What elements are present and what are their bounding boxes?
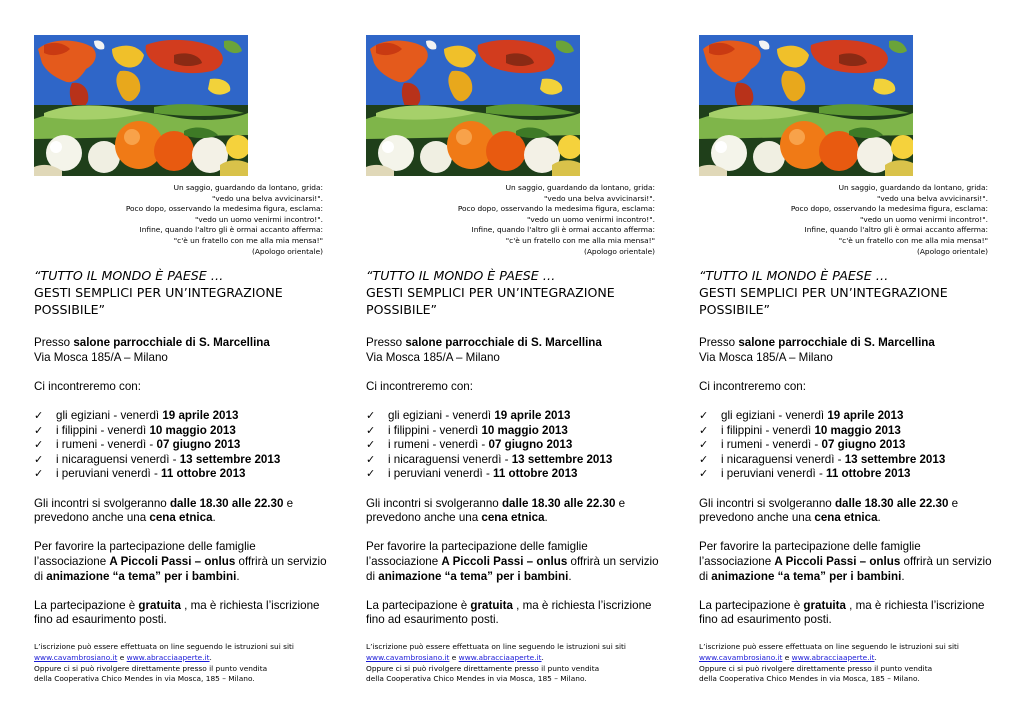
world-map-vegetables-photo [699,35,913,176]
checkmark-icon: ✓ [699,468,709,481]
event-group: i nicaraguensi venerdì - [721,452,845,466]
event-date: 13 settembre 2013 [511,452,613,466]
schedule-text: prevedono anche una [366,511,482,525]
event-group: gli egiziani - venerdì [388,408,495,422]
title-line-1: “TUTTO IL MONDO È PAESE … [366,268,556,283]
participation-line-1 [34,599,334,614]
events-list [366,409,666,482]
footer-line-3: Oppure ci si può rivolgere direttamente presso il punto vendita [699,663,933,673]
participation-text: , ma è richiesta l’iscrizione [180,598,320,612]
footer-line-2 [34,653,334,664]
schedule-line-2 [699,511,999,526]
participation-text: La partecipazione è [34,598,139,612]
participation-line-2: fino ad esaurimento posti. [699,613,832,627]
free-label: gratuita [803,598,846,612]
participation-text: La partecipazione è [699,598,804,612]
footer-line-2 [699,653,999,664]
association-line-1: Per favorire la partecipazione delle famiglie [366,540,588,554]
schedule-text: Gli incontri si svolgeranno [34,496,170,510]
flyer-title [699,267,999,318]
association-line-2 [34,555,334,570]
apologue-line: Infine, quando l'altro gli è ormai accanto afferma: [139,225,323,235]
checkmark-icon: ✓ [366,439,376,452]
kids-entertainment: animazione “a tema” per i bambini [46,569,237,583]
venue-prefix: Presso [34,336,74,349]
free-label: gratuita [470,598,513,612]
flyer-body [699,336,999,628]
event-item [366,467,666,482]
event-date: 07 giugno 2013 [821,438,906,452]
abracciaaperte-link[interactable]: www.abracciaaperte.it [458,652,542,662]
association-line-1: Per favorire la partecipazione delle famiglie [34,540,256,554]
event-date: 11 ottobre 2013 [493,467,578,481]
apologue-line: "vedo una belva avvicinarsi!". [212,193,323,203]
event-date: 13 settembre 2013 [844,452,946,466]
checkmark-icon: ✓ [366,453,376,466]
event-group: i rumeni - venerdì - [721,438,822,452]
registration-footer [699,642,999,685]
association-text: l’associazione [34,554,110,568]
kids-entertainment: animazione “a tema” per i bambini [378,569,569,583]
flyer-panel-1 [34,0,334,724]
cavambrosiano-link[interactable]: www.cavambrosiano.it [366,652,450,662]
free-label: gratuita [138,598,181,612]
schedule-line-1 [34,497,334,512]
world-map-vegetables-photo [34,35,248,176]
venue-address: Via Mosca 185/A – Milano [366,350,500,364]
apologue-line: "vedo una belva avvicinarsi!". [544,193,655,203]
event-group: i filippini - venerdì [721,423,815,437]
participation-line-2: fino ad esaurimento posti. [366,613,499,627]
apologue-line: Poco dopo, osservando la medesima figura, esclama: [457,204,655,214]
schedule-time: dalle 18.30 alle 22.30 [169,496,284,510]
schedule-text: . [877,511,881,525]
event-date: 19 aprile 2013 [827,408,904,422]
checkmark-icon: ✓ [699,424,709,437]
events-intro: Ci incontreremo con: [34,379,141,393]
events-list [699,409,999,482]
event-group: i peruviani venerdì - [388,467,494,481]
event-group: gli egiziani - venerdì [721,408,828,422]
association-name: A Piccoli Passi – onlus [109,554,236,568]
checkmark-icon: ✓ [699,453,709,466]
apologue-line: Un saggio, guardando da lontano, grida: [173,183,323,192]
schedule-text: prevedono anche una [699,511,815,525]
association-line-3 [699,570,999,585]
checkmark-icon: ✓ [34,424,44,437]
event-date: 11 ottobre 2013 [826,467,911,481]
title-line-1: “TUTTO IL MONDO È PAESE … [699,268,889,283]
abracciaaperte-link[interactable]: www.abracciaaperte.it [791,652,875,662]
title-line-3: POSSIBILE” [699,302,771,317]
event-item [366,409,666,424]
apologue-line: Infine, quando l'altro gli è ormai accanto afferma: [471,225,655,235]
venue-line [34,336,334,351]
event-date: 11 ottobre 2013 [161,467,246,481]
event-item [699,438,999,453]
event-date: 07 giugno 2013 [488,438,573,452]
venue-name: salone parrocchiale di S. Marcellina [405,336,602,349]
flyer-title [366,267,666,318]
venue-name: salone parrocchiale di S. Marcellina [738,336,935,349]
apologue-line: "vedo una belva avvicinarsi!". [877,193,988,203]
association-text: l’associazione [366,554,442,568]
checkmark-icon: ✓ [34,453,44,466]
ethnic-dinner: cena etnica [149,511,213,525]
apologue-source: (Apologo orientale) [583,246,655,256]
schedule-line-2 [366,511,666,526]
apologue-line: "c'è un fratello con me alla mia mensa!" [173,235,323,245]
schedule-line-2 [34,511,334,526]
association-name: A Piccoli Passi – onlus [441,554,568,568]
venue-line [699,336,999,351]
participation-text: , ma è richiesta l’iscrizione [845,598,985,612]
schedule-line-1 [366,497,666,512]
apologue-line: Un saggio, guardando da lontano, grida: [505,183,655,192]
apologue-line: Un saggio, guardando da lontano, grida: [838,183,988,192]
event-group: i filippini - venerdì [56,423,150,437]
footer-line-2 [366,653,666,664]
event-item [699,453,999,468]
venue-prefix: Presso [699,336,739,349]
cavambrosiano-link[interactable]: www.cavambrosiano.it [699,652,783,662]
event-item [34,453,334,468]
participation-line-1 [366,599,666,614]
footer-text: . [874,652,877,662]
world-map-vegetables-photo [366,35,580,176]
apologue-quote [366,183,655,257]
footer-line-4: della Cooperativa Chico Mendes in via Mosca, 185 – Milano. [366,674,587,684]
apologue-line: "vedo un uomo venirmi incontro!". [194,214,323,224]
footer-line-1: L’iscrizione può essere effettuata on line seguendo le istruzioni sui siti [699,642,959,651]
association-text: . [901,569,905,583]
schedule-text: e [615,496,626,510]
footer-text: e [117,652,127,662]
event-item [366,438,666,453]
checkmark-icon: ✓ [366,424,376,437]
participation-text: La partecipazione è [366,598,471,612]
apologue-source: (Apologo orientale) [251,246,323,256]
association-line-3 [34,570,334,585]
association-name: A Piccoli Passi – onlus [774,554,901,568]
schedule-text: . [544,511,548,525]
venue-address: Via Mosca 185/A – Milano [699,350,833,364]
association-text: l’associazione [699,554,775,568]
schedule-text: Gli incontri si svolgeranno [366,496,502,510]
event-item [699,409,999,424]
checkmark-icon: ✓ [34,409,44,422]
apologue-line: "c'è un fratello con me alla mia mensa!" [505,235,655,245]
association-line-3 [366,570,666,585]
venue-name: salone parrocchiale di S. Marcellina [73,336,270,349]
footer-text: e [449,652,459,662]
event-group: i filippini - venerdì [388,423,482,437]
schedule-text: Gli incontri si svolgeranno [699,496,835,510]
apologue-line: Poco dopo, osservando la medesima figura, esclama: [790,204,988,214]
cavambrosiano-link[interactable]: www.cavambrosiano.it [34,652,118,662]
checkmark-icon: ✓ [34,439,44,452]
title-line-2: GESTI SEMPLICI PER UN’INTEGRAZIONE [699,285,948,300]
association-line-2 [699,555,999,570]
event-group: i rumeni - venerdì - [56,438,157,452]
checkmark-icon: ✓ [699,409,709,422]
association-text: offrirà un servizio [567,554,659,568]
apologue-quote [34,183,323,257]
participation-text: , ma è richiesta l’iscrizione [512,598,652,612]
event-date: 10 maggio 2013 [481,423,568,437]
event-group: i peruviani venerdì - [56,467,162,481]
association-text: . [236,569,240,583]
event-group: i nicaraguensi venerdì - [56,452,180,466]
kids-entertainment: animazione “a tema” per i bambini [711,569,902,583]
ethnic-dinner: cena etnica [481,511,545,525]
event-date: 10 maggio 2013 [149,423,236,437]
events-intro: Ci incontreremo con: [366,379,473,393]
schedule-time: dalle 18.30 alle 22.30 [501,496,616,510]
event-item [366,453,666,468]
event-date: 19 aprile 2013 [494,408,571,422]
venue-address: Via Mosca 185/A – Milano [34,350,168,364]
apologue-line: "c'è un fratello con me alla mia mensa!" [838,235,988,245]
association-text: . [568,569,572,583]
association-text: di [34,569,47,583]
footer-text: . [209,652,212,662]
association-line-1: Per favorire la partecipazione delle famiglie [699,540,921,554]
flyer-body [34,336,334,628]
events-list [34,409,334,482]
schedule-line-1 [699,497,999,512]
abracciaaperte-link[interactable]: www.abracciaaperte.it [126,652,210,662]
apologue-source: (Apologo orientale) [916,246,988,256]
association-text: offrirà un servizio [900,554,992,568]
apologue-quote [699,183,988,257]
association-text: offrirà un servizio [235,554,327,568]
title-line-2: GESTI SEMPLICI PER UN’INTEGRAZIONE [34,285,283,300]
footer-line-3: Oppure ci si può rivolgere direttamente presso il punto vendita [34,663,268,673]
footer-text: . [541,652,544,662]
event-group: i nicaraguensi venerdì - [388,452,512,466]
event-item [366,424,666,439]
schedule-time: dalle 18.30 alle 22.30 [834,496,949,510]
event-group: i peruviani venerdì - [721,467,827,481]
apologue-line: Infine, quando l'altro gli è ormai accanto afferma: [804,225,988,235]
title-line-1: “TUTTO IL MONDO È PAESE … [34,268,224,283]
event-item [34,467,334,482]
participation-line-1 [699,599,999,614]
association-text: di [699,569,712,583]
checkmark-icon: ✓ [699,439,709,452]
association-text: di [366,569,379,583]
checkmark-icon: ✓ [34,468,44,481]
title-line-3: POSSIBILE” [34,302,106,317]
event-item [34,438,334,453]
venue-prefix: Presso [366,336,406,349]
event-item [699,424,999,439]
event-item [34,409,334,424]
registration-footer [366,642,666,685]
title-line-3: POSSIBILE” [366,302,438,317]
apologue-line: "vedo un uomo venirmi incontro!". [526,214,655,224]
event-date: 19 aprile 2013 [162,408,239,422]
association-line-2 [366,555,666,570]
flyer-panel-2 [366,0,666,724]
footer-line-3: Oppure ci si può rivolgere direttamente presso il punto vendita [366,663,600,673]
title-line-2: GESTI SEMPLICI PER UN’INTEGRAZIONE [366,285,615,300]
schedule-text: e [283,496,294,510]
ethnic-dinner: cena etnica [814,511,878,525]
flyer-title [34,267,334,318]
footer-line-4: della Cooperativa Chico Mendes in via Mosca, 185 – Milano. [34,674,255,684]
event-date: 13 settembre 2013 [179,452,281,466]
event-item [34,424,334,439]
schedule-text: . [212,511,216,525]
footer-line-1: L’iscrizione può essere effettuata on line seguendo le istruzioni sui siti [34,642,294,651]
checkmark-icon: ✓ [366,468,376,481]
checkmark-icon: ✓ [366,409,376,422]
schedule-text: e [948,496,959,510]
flyer-panel-3 [699,0,999,724]
footer-line-1: L’iscrizione può essere effettuata on line seguendo le istruzioni sui siti [366,642,626,651]
footer-line-4: della Cooperativa Chico Mendes in via Mosca, 185 – Milano. [699,674,920,684]
venue-line [366,336,666,351]
schedule-text: prevedono anche una [34,511,150,525]
event-group: gli egiziani - venerdì [56,408,163,422]
flyer-body [366,336,666,628]
apologue-line: Poco dopo, osservando la medesima figura, esclama: [125,204,323,214]
event-date: 07 giugno 2013 [156,438,241,452]
apologue-line: "vedo un uomo venirmi incontro!". [859,214,988,224]
events-intro: Ci incontreremo con: [699,379,806,393]
registration-footer [34,642,334,685]
event-item [699,467,999,482]
footer-text: e [782,652,792,662]
event-date: 10 maggio 2013 [814,423,901,437]
participation-line-2: fino ad esaurimento posti. [34,613,167,627]
event-group: i rumeni - venerdì - [388,438,489,452]
